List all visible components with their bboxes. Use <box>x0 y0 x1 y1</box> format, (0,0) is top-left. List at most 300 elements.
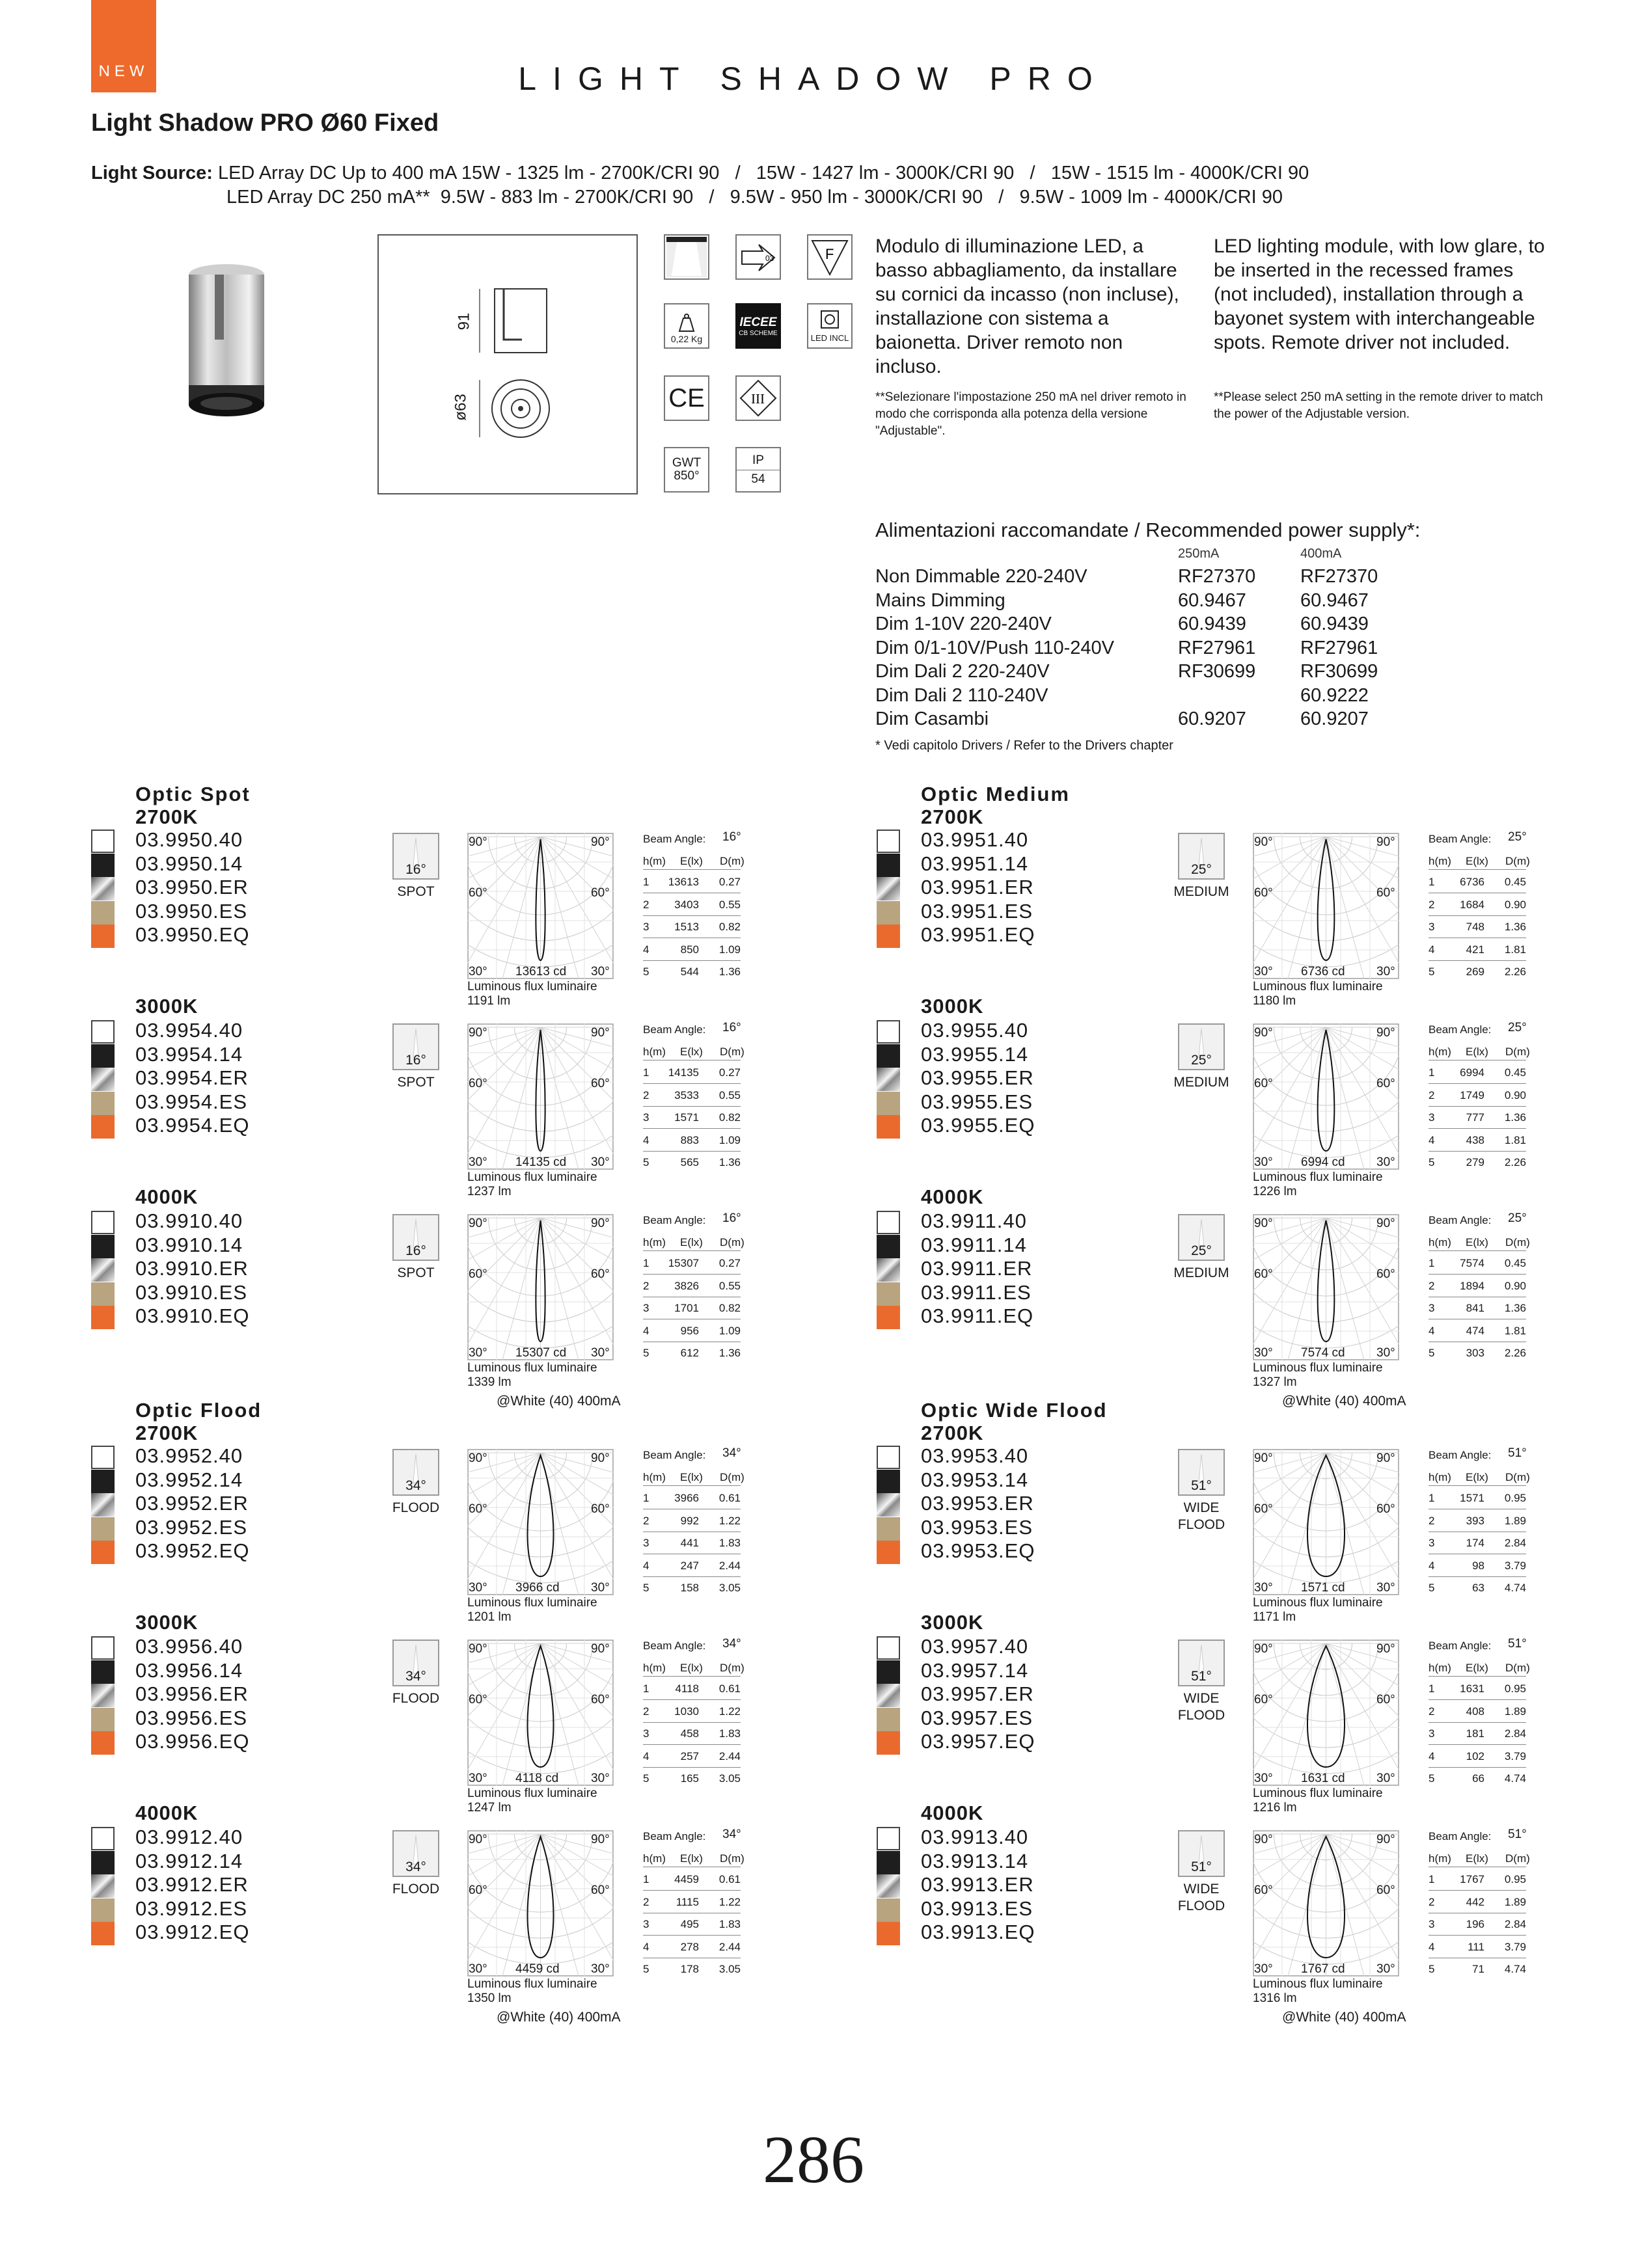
polar-90-right: 90° <box>1376 835 1395 849</box>
col-e: E(lx) <box>1466 1852 1488 1865</box>
polar-30-left: 30° <box>469 965 487 979</box>
product-code: 03.9956.ES <box>135 1706 248 1729</box>
polar-90-right: 90° <box>1376 1217 1395 1230</box>
row-d: 1.36 <box>718 1156 741 1168</box>
max-candela: 3966 cd <box>515 1581 560 1595</box>
table-row-rule <box>643 1699 741 1700</box>
product-code: 03.9955.ES <box>921 1090 1033 1113</box>
product-code: 03.9955.EQ <box>921 1114 1035 1137</box>
row-e: 3966 <box>674 1492 699 1504</box>
beam-angle-number: 51° <box>1508 1828 1527 1841</box>
finish-swatch <box>91 1708 115 1731</box>
beam-type-label: FLOOD <box>392 1500 440 1515</box>
row-d: 0.55 <box>718 1088 741 1101</box>
beam-angle-value: 51° <box>1191 1669 1212 1684</box>
col-d: D(m) <box>1505 1662 1530 1674</box>
brand-title: LIGHT SHADOW PRO <box>518 61 1109 97</box>
polar-60-right: 60° <box>1376 886 1395 900</box>
polar-60-left: 60° <box>469 1077 487 1090</box>
power-supply-title: Alimentazioni raccomandate / Recommended power supply*: <box>875 519 1421 541</box>
power-row-name: Dim Dali 2 220-240V <box>875 661 1050 682</box>
flux-value: 1216 lm <box>1253 1801 1297 1815</box>
row-d: 1.09 <box>718 943 741 956</box>
product-code: 03.9912.ES <box>135 1897 248 1920</box>
polar-60-left: 60° <box>469 1883 487 1897</box>
downlight-icon <box>664 234 709 280</box>
beam-angle-label: Beam Angle: <box>1429 1640 1492 1652</box>
polar-90-left: 90° <box>1254 1642 1273 1656</box>
row-h: 1 <box>1429 1066 1435 1079</box>
row-h: 2 <box>1429 898 1435 911</box>
beam-angle-number: 34° <box>722 1828 741 1841</box>
row-h: 2 <box>643 1279 649 1292</box>
row-h: 3 <box>1429 1537 1435 1549</box>
beam-angle-number: 16° <box>722 1211 741 1225</box>
row-d: 0.55 <box>718 898 741 911</box>
power-row-250ma: RF27370 <box>1178 566 1256 587</box>
table-row-rule <box>1429 1576 1526 1577</box>
row-d: 3.79 <box>1504 1559 1526 1572</box>
row-h: 4 <box>1429 1133 1435 1146</box>
product-code: 03.9912.EQ <box>135 1921 250 1943</box>
row-d: 4.74 <box>1504 1963 1526 1975</box>
description-it: Modulo di illuminazione LED, a basso abbagliamento, da installare su cornici da incasso (non incluse), installazione con sistema a baionetta. Driver remoto non incluso. <box>875 236 1179 377</box>
beam-angle-value: 34° <box>405 1669 426 1684</box>
row-h: 4 <box>643 1559 649 1572</box>
row-e: 956 <box>680 1324 699 1337</box>
beam-angle-number: 16° <box>722 830 741 844</box>
finish-swatch <box>877 1211 900 1234</box>
row-d: 1.83 <box>718 1727 741 1740</box>
max-candela: 1571 cd <box>1301 1581 1345 1595</box>
product-code: 03.9951.14 <box>921 852 1029 875</box>
polar-60-right: 60° <box>1376 1267 1395 1281</box>
color-temp-heading: 2700K <box>921 805 984 828</box>
col-h: h(m) <box>1429 855 1451 867</box>
technical-drawing <box>377 234 638 494</box>
finish-swatch <box>91 1898 115 1922</box>
row-h: 3 <box>643 921 649 933</box>
polar-30-right: 30° <box>1376 1346 1395 1360</box>
polar-30-right: 30° <box>1376 1772 1395 1785</box>
row-e: 278 <box>680 1940 699 1953</box>
light-source-line1: LED Array DC Up to 400 mA 15W - 1325 lm - 2700K/CRI 90 / 15W - 1427 lm - 3000K/CRI 90 / 15W - 1515 lm - 4000K/CRI 90 <box>217 163 1309 183</box>
row-h: 2 <box>1429 1088 1435 1101</box>
product-code: 03.9913.40 <box>921 1826 1029 1848</box>
col-h: h(m) <box>643 1852 666 1865</box>
table-row-rule <box>643 1890 741 1891</box>
table-row-rule <box>1429 1083 1526 1084</box>
polar-60-left: 60° <box>1254 1077 1273 1090</box>
finish-swatch <box>91 1470 115 1493</box>
row-h: 1 <box>643 876 649 888</box>
polar-30-right: 30° <box>1376 1962 1395 1976</box>
polar-30-left: 30° <box>1254 965 1273 979</box>
polar-30-left: 30° <box>1254 1962 1273 1976</box>
finish-swatch <box>91 1731 115 1755</box>
row-h: 4 <box>1429 1324 1435 1337</box>
polar-diagram <box>1253 1640 1399 1786</box>
beam-type-label: SPOT <box>397 1265 435 1280</box>
white-400ma-note: @White (40) 400mA <box>497 1394 621 1409</box>
row-h: 5 <box>1429 1582 1435 1594</box>
product-code: 03.9954.40 <box>135 1019 243 1042</box>
polar-diagram <box>1253 833 1399 979</box>
finish-swatch <box>91 1092 115 1115</box>
beam-angle-label: Beam Angle: <box>643 1023 706 1036</box>
finish-swatch <box>877 925 900 948</box>
iecee-sub: CB SCHEME <box>739 329 778 337</box>
power-row-name: Dim 0/1-10V/Push 110-240V <box>875 637 1115 658</box>
col-e: E(lx) <box>1466 1471 1488 1483</box>
row-e: 841 <box>1466 1302 1484 1314</box>
power-row-name: Mains Dimming <box>875 589 1005 611</box>
row-d: 1.36 <box>1504 1302 1526 1314</box>
beam-type-label: SPOT <box>397 1075 435 1090</box>
row-d: 1.22 <box>718 1514 741 1527</box>
beam-angle-number: 34° <box>722 1446 741 1460</box>
finish-swatch <box>91 1044 115 1068</box>
row-h: 4 <box>643 1324 649 1337</box>
row-h: 2 <box>643 898 649 911</box>
table-row-rule <box>1429 1151 1526 1152</box>
polar-diagram <box>1253 1023 1399 1170</box>
row-e: 3533 <box>674 1088 699 1101</box>
table-header-rule <box>1429 869 1526 870</box>
finish-swatch <box>877 1235 900 1258</box>
col-h: h(m) <box>1429 1852 1451 1865</box>
gwt-label: GWT <box>672 456 702 470</box>
col-e: E(lx) <box>1466 1662 1488 1674</box>
row-d: 0.61 <box>718 1682 741 1695</box>
table-row-rule <box>1429 1767 1526 1768</box>
table-row-rule <box>1429 1744 1526 1745</box>
row-d: 0.95 <box>1504 1682 1526 1695</box>
row-d: 2.84 <box>1504 1727 1526 1740</box>
row-h: 4 <box>643 943 649 956</box>
beam-angle-value: 51° <box>1191 1859 1212 1874</box>
polar-30-right: 30° <box>591 1772 610 1785</box>
product-code: 03.9911.EQ <box>921 1304 1034 1327</box>
product-code: 03.9913.14 <box>921 1849 1029 1872</box>
polar-30-right: 30° <box>591 1346 610 1360</box>
flux-label: Luminous flux luminaire <box>1253 1170 1383 1184</box>
col-h: h(m) <box>1429 1662 1451 1674</box>
row-e: 441 <box>680 1537 699 1549</box>
row-d: 3.79 <box>1504 1940 1526 1953</box>
row-e: 15307 <box>668 1257 699 1269</box>
polar-90-right: 90° <box>591 1451 610 1465</box>
f-mark-icon <box>807 234 853 280</box>
finish-swatch <box>91 1068 115 1091</box>
product-code: 03.9954.ES <box>135 1090 248 1113</box>
product-code: 03.9950.40 <box>135 828 243 851</box>
product-code: 03.9952.40 <box>135 1444 243 1467</box>
col-d: D(m) <box>1505 1852 1530 1865</box>
product-code: 03.9957.ER <box>921 1682 1034 1705</box>
row-d: 0.27 <box>718 1257 741 1269</box>
polar-90-right: 90° <box>591 1217 610 1230</box>
power-row-name: Dim Dali 2 110-240V <box>875 684 1048 706</box>
row-d: 1.89 <box>1504 1705 1526 1718</box>
row-h: 1 <box>643 1682 649 1695</box>
row-d: 0.45 <box>1504 1066 1526 1079</box>
product-code: 03.9952.EQ <box>135 1539 250 1562</box>
polar-30-left: 30° <box>469 1346 487 1360</box>
beam-angle-number: 16° <box>722 1021 741 1034</box>
finish-swatch <box>91 830 115 853</box>
diameter-dimension: ø63 <box>452 394 470 421</box>
row-e: 98 <box>1472 1559 1484 1572</box>
row-h: 5 <box>1429 1772 1435 1785</box>
finish-swatch <box>91 1517 115 1541</box>
polar-60-right: 60° <box>591 886 610 900</box>
row-h: 3 <box>643 1918 649 1930</box>
product-code: 03.9956.14 <box>135 1658 243 1682</box>
max-candela: 7574 cd <box>1301 1346 1345 1360</box>
product-code: 03.9955.40 <box>921 1019 1029 1042</box>
row-h: 5 <box>1429 1963 1435 1975</box>
finish-swatch <box>877 1660 900 1684</box>
row-d: 1.81 <box>1504 1133 1526 1146</box>
product-code: 03.9953.EQ <box>921 1539 1035 1562</box>
product-code: 03.9911.40 <box>921 1209 1027 1232</box>
polar-90-left: 90° <box>469 1026 487 1040</box>
col-d: D(m) <box>720 1662 745 1674</box>
row-d: 0.27 <box>718 1066 741 1079</box>
row-d: 1.83 <box>718 1537 741 1549</box>
row-e: 247 <box>680 1559 699 1572</box>
row-d: 1.36 <box>1504 1111 1526 1124</box>
col-e: E(lx) <box>680 1046 703 1058</box>
table-row-rule <box>1429 1699 1526 1700</box>
beam-angle-value: 34° <box>405 1478 426 1493</box>
finish-swatch <box>877 1708 900 1731</box>
row-h: 5 <box>643 1963 649 1975</box>
col-e: E(lx) <box>1466 1046 1488 1058</box>
color-temp-heading: 4000K <box>135 1185 198 1208</box>
power-row-250ma: 60.9439 <box>1178 614 1246 634</box>
flux-value: 1171 lm <box>1253 1610 1296 1624</box>
optic-section-title: Optic Spot <box>135 783 251 805</box>
row-h: 3 <box>643 1111 649 1124</box>
table-row-rule <box>1429 915 1526 916</box>
product-code: 03.9954.ER <box>135 1066 249 1089</box>
table-row-rule <box>643 1576 741 1577</box>
note-en: **Please select 250 mA setting in the remote driver to match the power of the Adjustable version. <box>1214 390 1543 421</box>
row-d: 1.83 <box>718 1918 741 1930</box>
row-h: 1 <box>1429 1873 1435 1885</box>
row-d: 0.90 <box>1504 898 1526 911</box>
product-code: 03.9953.14 <box>921 1468 1029 1491</box>
table-row-rule <box>643 960 741 961</box>
finish-swatch <box>877 1922 900 1945</box>
row-d: 1.89 <box>1504 1514 1526 1527</box>
polar-30-right: 30° <box>1376 1581 1395 1595</box>
beam-type-label: SPOT <box>397 884 435 899</box>
polar-30-left: 30° <box>1254 1155 1273 1169</box>
table-row-rule <box>1429 1890 1526 1891</box>
flux-label: Luminous flux luminaire <box>1253 1361 1383 1375</box>
ip-rating-icon <box>735 447 781 493</box>
product-code: 03.9951.EQ <box>921 923 1035 946</box>
polar-90-left: 90° <box>469 1451 487 1465</box>
beam-angle-number: 25° <box>1508 1211 1527 1225</box>
energy-class-text: 03 <box>765 254 774 263</box>
col-e: E(lx) <box>1466 1236 1488 1249</box>
beam-angle-label: Beam Angle: <box>643 833 706 845</box>
finish-swatch <box>877 1258 900 1282</box>
finish-swatch <box>877 1851 900 1874</box>
product-code: 03.9951.ER <box>921 876 1034 898</box>
polar-60-left: 60° <box>1254 886 1273 900</box>
drawing-svg <box>379 236 636 493</box>
polar-30-right: 30° <box>591 1581 610 1595</box>
row-d: 1.09 <box>718 1133 741 1146</box>
row-d: 1.09 <box>718 1324 741 1337</box>
power-row-400ma: 60.9467 <box>1300 589 1369 611</box>
row-e: 6736 <box>1460 876 1484 888</box>
polar-60-right: 60° <box>591 1883 610 1897</box>
row-d: 4.74 <box>1504 1772 1526 1785</box>
finish-swatch <box>877 830 900 853</box>
beam-angle-label: Beam Angle: <box>643 1214 706 1226</box>
row-h: 1 <box>643 1492 649 1504</box>
gwt-temp: 850° <box>674 469 700 483</box>
flux-label: Luminous flux luminaire <box>467 1596 597 1610</box>
power-row-name: Dim Casambi <box>875 709 989 729</box>
row-h: 3 <box>1429 1302 1435 1314</box>
row-e: 1513 <box>674 921 699 933</box>
polar-60-left: 60° <box>469 1267 487 1281</box>
polar-60-right: 60° <box>591 1693 610 1707</box>
color-temp-heading: 3000K <box>135 995 198 1018</box>
beam-type-label: WIDE FLOOD <box>1177 1882 1225 1913</box>
finish-swatch <box>91 1851 115 1874</box>
row-h: 3 <box>1429 1727 1435 1740</box>
polar-90-left: 90° <box>1254 1451 1273 1465</box>
power-supply-footnote: * Vedi capitolo Drivers / Refer to the Drivers chapter <box>875 738 1173 753</box>
row-e: 71 <box>1472 1963 1484 1975</box>
polar-90-left: 90° <box>469 835 487 849</box>
polar-30-left: 30° <box>469 1155 487 1169</box>
row-e: 421 <box>1466 943 1484 956</box>
row-d: 1.22 <box>718 1705 741 1718</box>
finish-swatch <box>877 1684 900 1707</box>
row-d: 0.45 <box>1504 1257 1526 1269</box>
finish-swatch <box>91 1541 115 1564</box>
beam-angle-number: 25° <box>1508 1021 1527 1034</box>
row-e: 992 <box>680 1514 699 1527</box>
power-row-250ma: RF27961 <box>1178 637 1256 658</box>
row-h: 4 <box>643 1749 649 1762</box>
product-code: 03.9951.40 <box>921 828 1029 851</box>
flux-value: 1316 lm <box>1253 1991 1297 2005</box>
beam-type-label: FLOOD <box>392 1882 440 1897</box>
col-h: h(m) <box>643 1236 666 1249</box>
table-header-rule <box>643 1250 741 1251</box>
polar-diagram <box>1253 1449 1399 1595</box>
polar-30-left: 30° <box>469 1772 487 1785</box>
col-d: D(m) <box>720 1046 745 1058</box>
row-e: 196 <box>1466 1918 1484 1930</box>
col-400ma: 400mA <box>1300 547 1342 561</box>
product-code: 03.9913.EQ <box>921 1921 1035 1943</box>
row-d: 0.90 <box>1504 1088 1526 1101</box>
beam-angle-label: Beam Angle: <box>643 1830 706 1843</box>
row-h: 1 <box>643 1066 649 1079</box>
row-h: 3 <box>1429 1918 1435 1930</box>
product-code: 03.9911.ER <box>921 1257 1033 1280</box>
col-e: E(lx) <box>1466 855 1488 867</box>
row-e: 1030 <box>674 1705 699 1718</box>
row-e: 111 <box>1468 1940 1484 1953</box>
led-incl-text: LED INCL <box>810 333 849 343</box>
color-temp-heading: 3000K <box>921 1611 984 1634</box>
polar-90-left: 90° <box>469 1833 487 1846</box>
row-h: 3 <box>1429 921 1435 933</box>
row-e: 612 <box>680 1347 699 1359</box>
row-h: 5 <box>1429 1347 1435 1359</box>
col-h: h(m) <box>1429 1046 1451 1058</box>
finish-swatch <box>877 1517 900 1541</box>
finish-swatch <box>877 1020 900 1044</box>
beam-angle-value: 34° <box>405 1859 426 1874</box>
flux-value: 1339 lm <box>467 1375 512 1389</box>
row-h: 4 <box>1429 1940 1435 1953</box>
flux-label: Luminous flux luminaire <box>1253 1596 1383 1610</box>
beam-angle-label: Beam Angle: <box>1429 1449 1492 1461</box>
row-e: 1684 <box>1460 898 1484 911</box>
row-h: 1 <box>1429 876 1435 888</box>
row-e: 408 <box>1466 1705 1484 1718</box>
col-e: E(lx) <box>680 855 703 867</box>
col-h: h(m) <box>1429 1471 1451 1483</box>
table-row-rule <box>643 1083 741 1084</box>
table-header-rule <box>1429 1676 1526 1677</box>
row-h: 3 <box>643 1302 649 1314</box>
row-e: 565 <box>680 1156 699 1168</box>
table-row-rule <box>643 1151 741 1152</box>
col-d: D(m) <box>720 1236 745 1249</box>
product-code: 03.9951.ES <box>921 899 1033 923</box>
flux-value: 1201 lm <box>467 1610 512 1624</box>
f-mark-text: F <box>825 246 834 262</box>
polar-60-right: 60° <box>1376 1883 1395 1897</box>
row-d: 1.22 <box>718 1895 741 1908</box>
polar-90-right: 90° <box>591 1833 610 1846</box>
power-row-name: Dim 1-10V 220-240V <box>875 614 1052 634</box>
row-e: 850 <box>680 943 699 956</box>
row-d: 2.84 <box>1504 1537 1526 1549</box>
row-e: 174 <box>1466 1537 1484 1549</box>
polar-60-left: 60° <box>1254 1693 1273 1707</box>
light-source <box>91 161 1309 185</box>
beam-angle-value: 16° <box>405 1243 426 1258</box>
row-h: 5 <box>1429 965 1435 978</box>
color-temp-heading: 2700K <box>135 805 198 828</box>
finish-swatch <box>91 854 115 877</box>
row-h: 5 <box>1429 1156 1435 1168</box>
polar-60-left: 60° <box>469 1693 487 1707</box>
color-temp-heading: 2700K <box>135 1422 198 1444</box>
product-code: 03.9912.ER <box>135 1873 249 1896</box>
row-d: 3.05 <box>718 1582 741 1594</box>
row-h: 2 <box>1429 1895 1435 1908</box>
finish-swatch <box>877 1446 900 1469</box>
row-d: 2.44 <box>718 1559 741 1572</box>
table-row-rule <box>643 1767 741 1768</box>
